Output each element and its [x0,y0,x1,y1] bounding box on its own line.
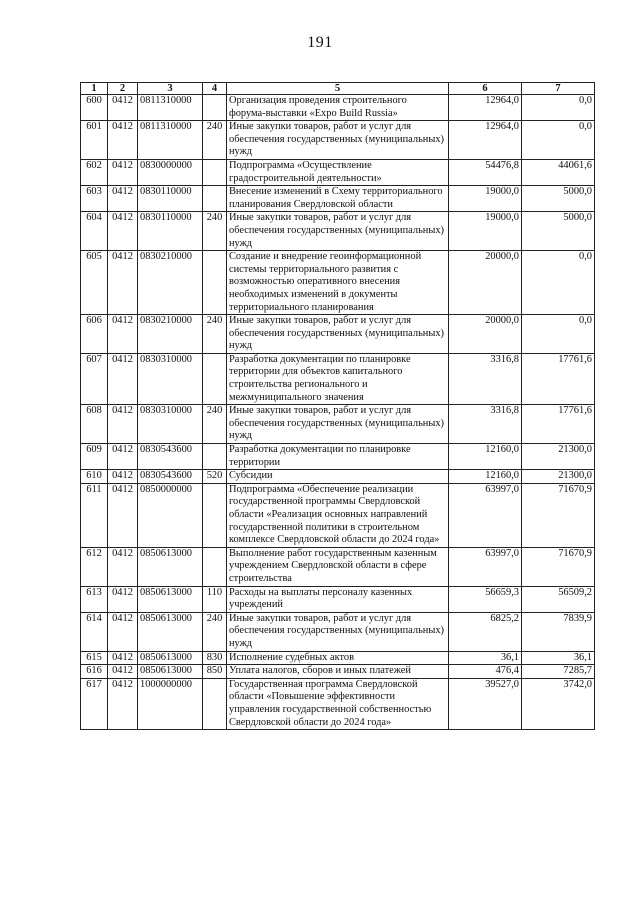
amount-year2-cell: 5000,0 [522,186,595,212]
expense-type-cell [203,483,227,547]
section-code-cell: 0412 [108,315,138,354]
expense-type-cell: 850 [203,665,227,679]
target-article-cell: 0830210000 [138,251,203,315]
expense-type-cell: 240 [203,121,227,160]
expense-type-cell [203,353,227,404]
row-number-cell: 616 [81,665,108,679]
amount-year2-cell: 0,0 [522,315,595,354]
item-name-cell: Создание и внедрение геоинформационной системы территориального развития с возможностью оперативного внесения необходимых изменений в документы территориального планирования [227,251,449,315]
section-code-cell: 0412 [108,121,138,160]
table-body [81,95,595,730]
row-number-cell: 609 [81,444,108,470]
column-header: 2 [108,83,138,95]
item-name-cell: Субсидии [227,470,449,484]
expense-type-cell [203,444,227,470]
section-code-cell: 0412 [108,547,138,586]
table-row [81,315,595,354]
amount-year2-cell: 17761,6 [522,353,595,404]
table-row [81,353,595,404]
table-row [81,159,595,185]
target-article-cell: 0850613000 [138,547,203,586]
row-number-cell: 610 [81,470,108,484]
table-row [81,547,595,586]
amount-year1-cell: 476,4 [449,665,522,679]
amount-year1-cell: 20000,0 [449,251,522,315]
expense-type-cell: 240 [203,405,227,444]
section-code-cell: 0412 [108,483,138,547]
row-number-cell: 607 [81,353,108,404]
row-number-cell: 606 [81,315,108,354]
amount-year2-cell: 7285,7 [522,665,595,679]
column-header: 4 [203,83,227,95]
target-article-cell: 0850000000 [138,483,203,547]
expense-type-cell [203,547,227,586]
section-code-cell: 0412 [108,612,138,651]
row-number-cell: 617 [81,678,108,729]
expense-type-cell: 830 [203,651,227,665]
table-row [81,665,595,679]
section-code-cell: 0412 [108,665,138,679]
row-number-cell: 612 [81,547,108,586]
item-name-cell: Исполнение судебных актов [227,651,449,665]
table-row [81,405,595,444]
expense-type-cell: 110 [203,586,227,612]
amount-year2-cell: 71670,9 [522,547,595,586]
amount-year2-cell: 21300,0 [522,444,595,470]
amount-year2-cell: 44061,6 [522,159,595,185]
item-name-cell: Иные закупки товаров, работ и услуг для обеспечения государственных (муниципальных) нужд [227,612,449,651]
row-number-cell: 602 [81,159,108,185]
item-name-cell: Иные закупки товаров, работ и услуг для обеспечения государственных (муниципальных) нужд [227,405,449,444]
section-code-cell: 0412 [108,405,138,444]
amount-year2-cell: 21300,0 [522,470,595,484]
section-code-cell: 0412 [108,212,138,251]
row-number-cell: 615 [81,651,108,665]
table-row [81,651,595,665]
item-name-cell: Подпрограмма «Обеспечение реализации государственной программы Свердловской области «Реализация основных направлений государственной политики в строительном комплексе Свердловской области до 2024 года» [227,483,449,547]
table-row [81,678,595,729]
amount-year2-cell: 56509,2 [522,586,595,612]
column-header: 3 [138,83,203,95]
target-article-cell: 0830310000 [138,353,203,404]
item-name-cell: Разработка документации по планировке территории для объектов капитального строительства регионального и межмуниципального значения [227,353,449,404]
item-name-cell: Иные закупки товаров, работ и услуг для обеспечения государственных (муниципальных) нужд [227,121,449,160]
expense-type-cell: 240 [203,612,227,651]
item-name-cell: Иные закупки товаров, работ и услуг для обеспечения государственных (муниципальных) нужд [227,315,449,354]
page-number: 191 [307,34,333,51]
amount-year1-cell: 63997,0 [449,547,522,586]
amount-year1-cell: 6825,2 [449,612,522,651]
table-header [81,83,595,95]
amount-year1-cell: 12160,0 [449,470,522,484]
table-row [81,483,595,547]
amount-year1-cell: 19000,0 [449,186,522,212]
section-code-cell: 0412 [108,444,138,470]
item-name-cell: Иные закупки товаров, работ и услуг для обеспечения государственных (муниципальных) нужд [227,212,449,251]
expense-type-cell: 240 [203,315,227,354]
section-code-cell: 0412 [108,470,138,484]
column-header: 7 [522,83,595,95]
expense-type-cell [203,186,227,212]
table-row [81,212,595,251]
expense-type-cell [203,159,227,185]
section-code-cell: 0412 [108,95,138,121]
amount-year2-cell: 5000,0 [522,212,595,251]
amount-year1-cell: 54476,8 [449,159,522,185]
amount-year1-cell: 12964,0 [449,121,522,160]
column-header: 6 [449,83,522,95]
item-name-cell: Расходы на выплаты персоналу казенных учреждений [227,586,449,612]
table-row [81,95,595,121]
section-code-cell: 0412 [108,651,138,665]
table-row [81,186,595,212]
table-row [81,612,595,651]
target-article-cell: 0850613000 [138,612,203,651]
table-row [81,586,595,612]
target-article-cell: 0830310000 [138,405,203,444]
amount-year2-cell: 36,1 [522,651,595,665]
target-article-cell: 0811310000 [138,95,203,121]
item-name-cell: Разработка документации по планировке территории [227,444,449,470]
amount-year2-cell: 0,0 [522,95,595,121]
header-row [81,83,595,95]
target-article-cell: 0850613000 [138,651,203,665]
item-name-cell: Государственная программа Свердловской области «Повышение эффективности управления государственной собственностью Свердловской области до 2024 года» [227,678,449,729]
target-article-cell: 0830543600 [138,444,203,470]
table-row [81,121,595,160]
row-number-cell: 600 [81,95,108,121]
item-name-cell: Внесение изменений в Схему территориального планирования Свердловской области [227,186,449,212]
target-article-cell: 0850613000 [138,586,203,612]
target-article-cell: 0830110000 [138,212,203,251]
amount-year2-cell: 3742,0 [522,678,595,729]
target-article-cell: 1000000000 [138,678,203,729]
amount-year2-cell: 0,0 [522,121,595,160]
amount-year1-cell: 3316,8 [449,353,522,404]
item-name-cell: Организация проведения строительного форума-выставки «Expo Build Russia» [227,95,449,121]
amount-year1-cell: 56659,3 [449,586,522,612]
section-code-cell: 0412 [108,251,138,315]
amount-year1-cell: 20000,0 [449,315,522,354]
amount-year2-cell: 71670,9 [522,483,595,547]
row-number-cell: 613 [81,586,108,612]
amount-year1-cell: 63997,0 [449,483,522,547]
target-article-cell: 0850613000 [138,665,203,679]
amount-year1-cell: 36,1 [449,651,522,665]
item-name-cell: Подпрограмма «Осуществление градостроительной деятельности» [227,159,449,185]
amount-year2-cell: 0,0 [522,251,595,315]
amount-year1-cell: 39527,0 [449,678,522,729]
row-number-cell: 605 [81,251,108,315]
row-number-cell: 608 [81,405,108,444]
table-row [81,444,595,470]
expense-type-cell: 240 [203,212,227,251]
section-code-cell: 0412 [108,586,138,612]
expense-type-cell [203,251,227,315]
item-name-cell: Уплата налогов, сборов и иных платежей [227,665,449,679]
expense-type-cell: 520 [203,470,227,484]
budget-table [80,82,595,730]
amount-year2-cell: 7839,9 [522,612,595,651]
table-row [81,251,595,315]
expense-type-cell [203,678,227,729]
amount-year2-cell: 17761,6 [522,405,595,444]
row-number-cell: 614 [81,612,108,651]
row-number-cell: 611 [81,483,108,547]
row-number-cell: 601 [81,121,108,160]
expense-type-cell [203,95,227,121]
target-article-cell: 0811310000 [138,121,203,160]
column-header: 1 [81,83,108,95]
target-article-cell: 0830000000 [138,159,203,185]
section-code-cell: 0412 [108,353,138,404]
table-row [81,470,595,484]
target-article-cell: 0830543600 [138,470,203,484]
target-article-cell: 0830210000 [138,315,203,354]
section-code-cell: 0412 [108,186,138,212]
amount-year1-cell: 19000,0 [449,212,522,251]
section-code-cell: 0412 [108,159,138,185]
column-header: 5 [227,83,449,95]
row-number-cell: 604 [81,212,108,251]
amount-year1-cell: 12160,0 [449,444,522,470]
amount-year1-cell: 12964,0 [449,95,522,121]
item-name-cell: Выполнение работ государственным казенным учреждением Свердловской области в сфере строительства [227,547,449,586]
section-code-cell: 0412 [108,678,138,729]
target-article-cell: 0830110000 [138,186,203,212]
row-number-cell: 603 [81,186,108,212]
amount-year1-cell: 3316,8 [449,405,522,444]
